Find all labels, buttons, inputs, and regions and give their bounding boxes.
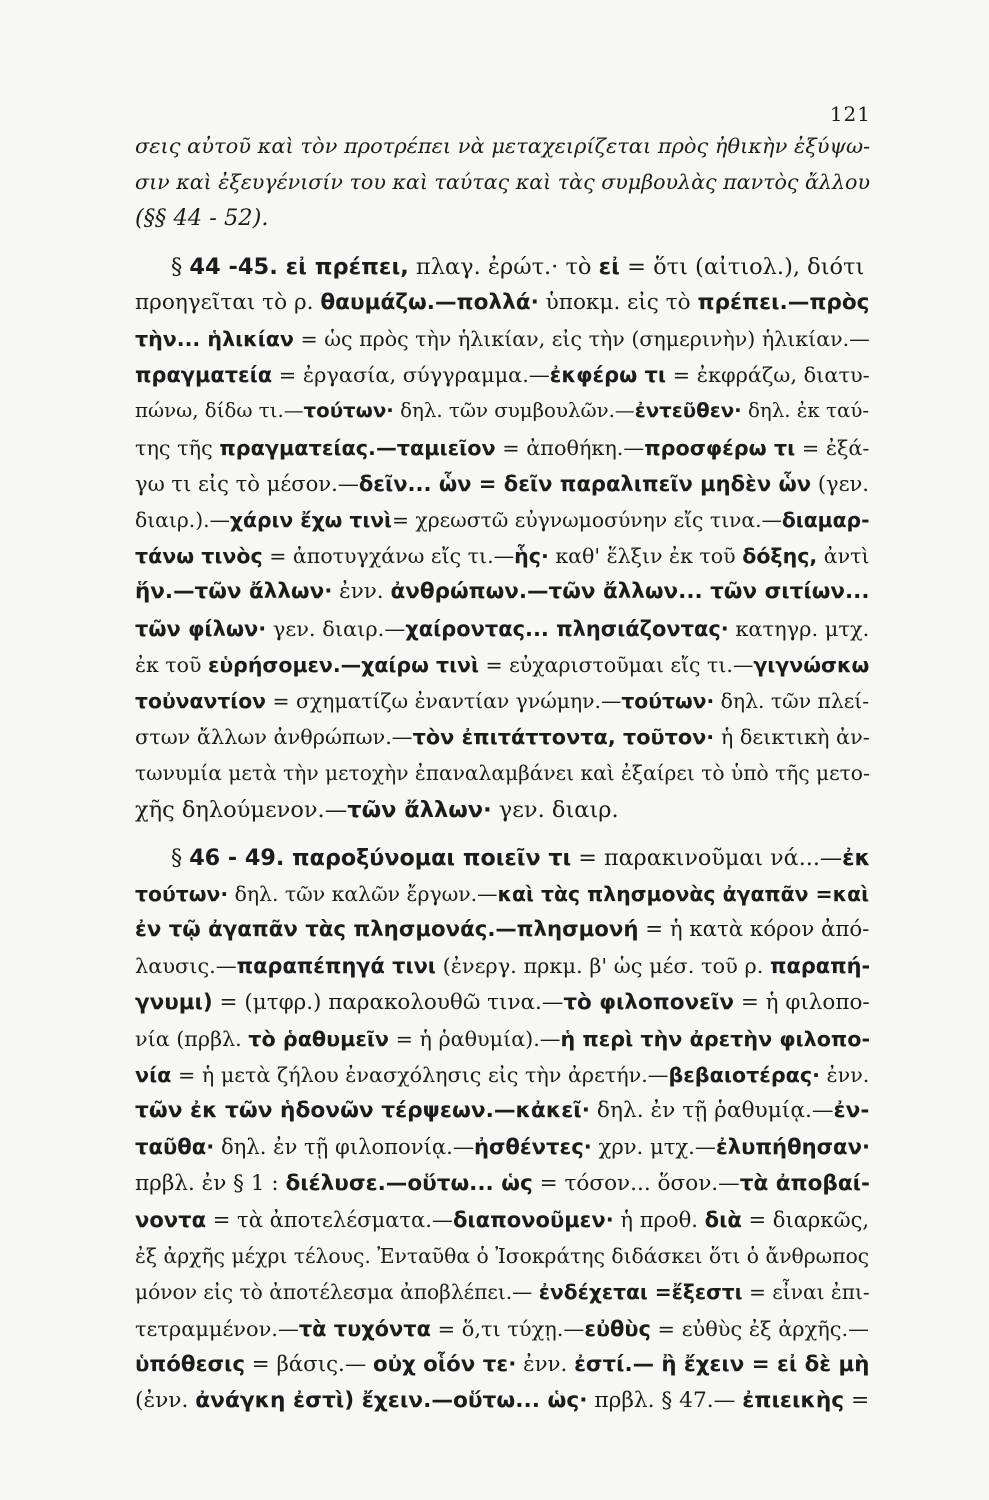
gloss-text: § (171, 253, 190, 280)
lemma-term: τούτων· (621, 689, 715, 714)
lemma-term: εὐθὺς (584, 1316, 651, 1341)
gloss-text: (ἐνν. (135, 1387, 196, 1413)
lemma-term: διαμαρ- (781, 508, 870, 533)
lemma-term: διέλυσε.—οὕτω... ὡς (285, 1170, 533, 1196)
lemma-term: οὐχ οἷόν τε· (372, 1351, 517, 1377)
gloss-text: προηγεῖται τὸ ρ. (135, 289, 321, 315)
lemma-term: τῶν ἄλλων· (347, 796, 492, 823)
text-line (135, 574, 870, 610)
text-line (135, 502, 870, 538)
paragraph-gap (135, 237, 870, 249)
lemma-term: διαπονοῦμεν· (452, 1206, 614, 1232)
lemma-term: τῶν ἐκ τῶν ἡδονῶν τέρψεων.—κἀκεῖ· (135, 1098, 590, 1124)
lemma-term: τὸ φιλοπονεῖν (563, 989, 735, 1015)
gloss-text: (γεν. (811, 470, 869, 496)
lemma-term: τούτων· (303, 399, 394, 423)
lemma-term: τὴν... ἡλικίαν (135, 327, 294, 352)
gloss-text: νία (πρβλ. (135, 1026, 249, 1051)
lemma-term: γιγνώσκω (753, 652, 870, 677)
gloss-text: = ἀποτυγχάνω εἴς τι.— (262, 544, 515, 569)
gloss-text: δηλ. ἐκ ταύ- (741, 399, 870, 423)
lemma-term: ἥν.—τῶν ἄλλων· (135, 579, 333, 605)
lemma-term: τὸν ἐπιτάττοντα, τοῦτον· (412, 725, 715, 750)
lemma-term: χαίροντας... πλησιάζοντας· (405, 616, 729, 641)
gloss-text: = τόσον... ὅσον.— (532, 1170, 740, 1196)
text-line (135, 611, 870, 647)
lemma-term: διὰ (704, 1206, 742, 1232)
gloss-text: = ἡ κατὰ κόρον ἀπό- (638, 917, 870, 943)
lemma-term: ὑπόθεσις (135, 1351, 246, 1377)
gloss-text: = ὅτι (αἰτιολ.), διότι (619, 253, 865, 280)
gloss-text: = εἶναι ἐπι- (742, 1280, 870, 1305)
gloss-text: δηλ. τῶν συμβουλῶν.— (393, 399, 635, 423)
lemma-term: χάριν ἔχω τινὶ (229, 508, 392, 533)
gloss-text: πώνω, δίδω τι.— (135, 399, 304, 423)
gloss-text: στων ἄλλων ἀνθρώπων.— (135, 725, 413, 750)
lemma-term: εὑρήσομεν.—χαίρω τινὶ (207, 652, 479, 677)
paragraph-gap (135, 828, 870, 840)
lemma-term: τῶν φίλων· (135, 616, 267, 641)
gloss-text: λαυσις.— (135, 954, 237, 979)
text-line (135, 466, 870, 502)
lemma-term: βεβαιοτέρας· (668, 1063, 820, 1088)
gloss-text: δηλ. ἐν τῇ φιλοπονίᾳ.— (214, 1134, 474, 1160)
text-line (135, 393, 870, 429)
gloss-text: = (844, 1387, 870, 1413)
gloss-text: τωνυμία μετὰ τὴν μετοχὴν ἐπαναλαμβάνει καὶ ἐξαίρει τὸ ὑπὸ τῆς μετο- (135, 761, 870, 786)
commentary-text (135, 128, 870, 1419)
gloss-text: = εὐθὺς ἐξ ἀρχῆς.— (650, 1316, 869, 1341)
gloss-text: καθ' ἕλξιν ἐκ τοῦ (548, 544, 743, 569)
lemma-term: θαυμάζω.—πολλά· (320, 289, 539, 315)
text-line (135, 321, 870, 357)
text-line (135, 1238, 870, 1274)
gloss-text: μόνον εἰς τὸ ἀποτέλεσμα ἀποβλέπει.— (135, 1280, 539, 1305)
lemma-term: ἐστί.— ἢ ἔχειν = εἰ δὲ μὴ (574, 1351, 870, 1377)
gloss-text: (§§ 44 - 52). (135, 205, 269, 232)
gloss-text: κατηγρ. μτχ. (728, 616, 870, 641)
text-line (135, 719, 870, 755)
gloss-text: σεις αὐτοῦ καὶ τὸν προτρέπει νὰ μεταχειρίζεται πρὸς ἠθικὴν ἐξύψω- (135, 134, 870, 158)
text-line (135, 285, 870, 321)
gloss-text: δηλ. τῶν πλεί- (714, 689, 870, 714)
text-line (135, 538, 870, 574)
text-line (135, 430, 870, 466)
text-line (135, 1347, 870, 1383)
text-line (135, 1129, 870, 1165)
lemma-term: 46 - 49. παροξύνομαι ποιεῖν τι (189, 844, 572, 871)
lemma-term: τοὐναντίον (135, 689, 267, 714)
lemma-term: ἐν- (833, 1098, 870, 1124)
text-line (135, 912, 870, 948)
text-line (135, 1166, 870, 1202)
gloss-text: τετραμμένον.— (135, 1316, 299, 1341)
text-line (135, 1057, 870, 1093)
text-line (135, 683, 870, 719)
gloss-text: σιν καὶ ἐξευγένισίν του καὶ ταύτας καὶ τὰς συμβουλὰς παντὸς ἄλλου (135, 170, 870, 195)
gloss-text: ἡ δεικτικὴ ἀν- (714, 725, 870, 750)
gloss-text: = παρακινοῦμαι νά...— (571, 844, 843, 871)
gloss-text: χρν. μτχ.— (591, 1134, 716, 1160)
gloss-text: = τὰ ἀποτελέσματα.— (206, 1206, 453, 1232)
gloss-text: ἐνν. (516, 1351, 575, 1377)
gloss-text: = χρεωστῶ εὐγνωμοσύνην εἴς τινα.— (391, 508, 782, 533)
text-line (135, 948, 870, 984)
lemma-term: δεῖν... ὧν = δεῖν παραλιπεῖν μηδὲν ὧν (358, 470, 812, 496)
lemma-term: δόξης, (742, 544, 818, 569)
gloss-text: = ἡ φιλοπο- (734, 989, 870, 1015)
text-line (135, 985, 870, 1021)
text-line (135, 1311, 870, 1347)
lemma-term: ἐντεῦθεν· (634, 399, 742, 423)
lemma-term: ἐν τῷ ἀγαπᾶν τὰς πλησμονάς.—πλησμονή (135, 917, 639, 943)
lemma-term: τὸ ῥαθυμεῖν (248, 1026, 390, 1051)
lemma-term: προσφέρω τι (644, 435, 796, 460)
lemma-term: καὶ τὰς πλησμονὰς ἀγαπᾶν =καὶ (497, 882, 870, 907)
gloss-text: γεν. διαιρ. (491, 796, 619, 823)
lemma-term: εἰ (598, 253, 620, 280)
lemma-term: νοντα (135, 1206, 207, 1232)
lemma-term: ἡ περὶ τὴν ἀρετὴν φιλοπο- (560, 1026, 870, 1051)
lemma-term: ἀνθρώπων.—τῶν ἄλλων... τῶν σιτίων... (390, 579, 870, 605)
gloss-text: = (μτφρ.) παρακολουθῶ τινα.— (212, 989, 564, 1015)
gloss-text: = ἀποθήκη.— (495, 435, 645, 460)
gloss-text: ἐνν. (332, 579, 391, 605)
gloss-text: = σχηματίζω ἐναντίαν γνώμην.— (266, 689, 622, 714)
text-line (135, 1383, 870, 1419)
text-line (135, 1021, 870, 1057)
gloss-text: = ἐκφράζω, διατυ- (665, 363, 870, 388)
gloss-text: (ἐνεργ. πρκμ. β' ὡς μέσ. τοῦ ρ. (435, 954, 770, 979)
lemma-term: 44 -45. εἰ πρέπει, (189, 253, 409, 280)
gloss-text: πρβλ. § 47.— (587, 1387, 743, 1413)
gloss-text: δηλ. ἐν τῇ ῥαθυμίᾳ.— (590, 1098, 834, 1124)
gloss-text: ἐξ ἀρχῆς μέχρι τέλους. Ἐνταῦθα ὁ Ἰσοκράτης διδάσκει ὅτι ὁ ἄνθρωπος (135, 1244, 870, 1269)
gloss-text: ἐκ τοῦ (135, 652, 208, 677)
lemma-term: τάνω τινὸς (135, 544, 263, 569)
text-line (135, 647, 870, 683)
lemma-term: τὰ ἀποβαί- (739, 1170, 870, 1196)
lemma-term: πρέπει.—πρὸς (697, 289, 870, 315)
text-line (135, 840, 870, 876)
gloss-text: = βάσις.— (245, 1351, 373, 1377)
gloss-text: ἀντὶ (817, 544, 870, 569)
gloss-text: ἡ προθ. (613, 1206, 705, 1232)
gloss-text: ὑποκμ. εἰς τὸ (538, 289, 698, 315)
text-line (135, 1093, 870, 1129)
gloss-text: = διαρκῶς, (741, 1206, 870, 1232)
gloss-text: = ἡ ῥαθυμία).— (389, 1026, 561, 1051)
gloss-text: = ἐργασία, σύγγραμμα.— (272, 363, 550, 388)
gloss-text: γω τι εἰς τὸ μέσον.— (135, 470, 359, 496)
lemma-term: τούτων· (135, 882, 229, 907)
gloss-text: δηλ. τῶν καλῶν ἔργων.— (228, 882, 498, 907)
gloss-text: = ἡ μετὰ ζήλου ἐνασχόλησις εἰς τὴν ἀρετήν.— (171, 1063, 669, 1088)
lemma-term: ἐπιεικὴς (742, 1387, 845, 1413)
gloss-text: = ὡς πρὸς τὴν ἡλικίαν, εἰς τὴν (σημερινὴν) ἡλικίαν.— (293, 327, 870, 352)
lemma-term: γνυμι) (135, 989, 213, 1015)
lemma-term: ἐνδέχεται =ἔξεστι (538, 1280, 743, 1305)
gloss-text: = εὐχαριστοῦμαι εἴς τι.— (479, 652, 754, 677)
lemma-term: ἧς· (514, 544, 549, 569)
text-line (135, 200, 870, 236)
lemma-term: ἐλυπήθησαν· (716, 1134, 870, 1160)
text-line (135, 128, 870, 164)
gloss-text: = ὅ,τι τύχῃ.— (430, 1316, 585, 1341)
lemma-term: παραπή- (770, 954, 870, 979)
text-line (135, 249, 870, 285)
gloss-text: = ἐξά- (795, 435, 870, 460)
lemma-term: πραγματεία (135, 363, 273, 388)
text-line (135, 755, 870, 791)
gloss-text: πρβλ. ἐν § 1 : (135, 1170, 286, 1196)
gloss-text: διαιρ.).— (135, 508, 230, 533)
text-line (135, 164, 870, 200)
lemma-term: ἠσθέντες· (473, 1134, 592, 1160)
gloss-text: της τῆς (135, 435, 220, 460)
lemma-term: ταῦθα· (135, 1134, 215, 1160)
gloss-text: § (171, 844, 190, 871)
lemma-term: ἐκφέρω τι (549, 363, 666, 388)
gloss-text: χῆς δηλούμενον.— (135, 796, 348, 823)
page-number: 121 (829, 102, 871, 126)
lemma-term: παραπέπηγά τινι (236, 954, 436, 979)
lemma-term: νία (135, 1063, 172, 1088)
text-line (135, 1274, 870, 1310)
text-line (135, 1202, 870, 1238)
lemma-term: πραγματείας.—ταμιεῖον (219, 435, 496, 460)
lemma-term: τὰ τυχόντα (298, 1316, 431, 1341)
text-line (135, 876, 870, 912)
lemma-term: ἐκ (842, 844, 870, 871)
gloss-text: ἐνν. (819, 1063, 870, 1088)
text-line (135, 792, 870, 828)
gloss-text: γεν. διαιρ.— (266, 616, 406, 641)
gloss-text: πλαγ. ἐρώτ.· τὸ (408, 253, 599, 280)
lemma-term: ἀνάγκη ἐστὶ) ἔχειν.—οὕτω... ὡς· (195, 1387, 588, 1413)
text-line (135, 357, 870, 393)
